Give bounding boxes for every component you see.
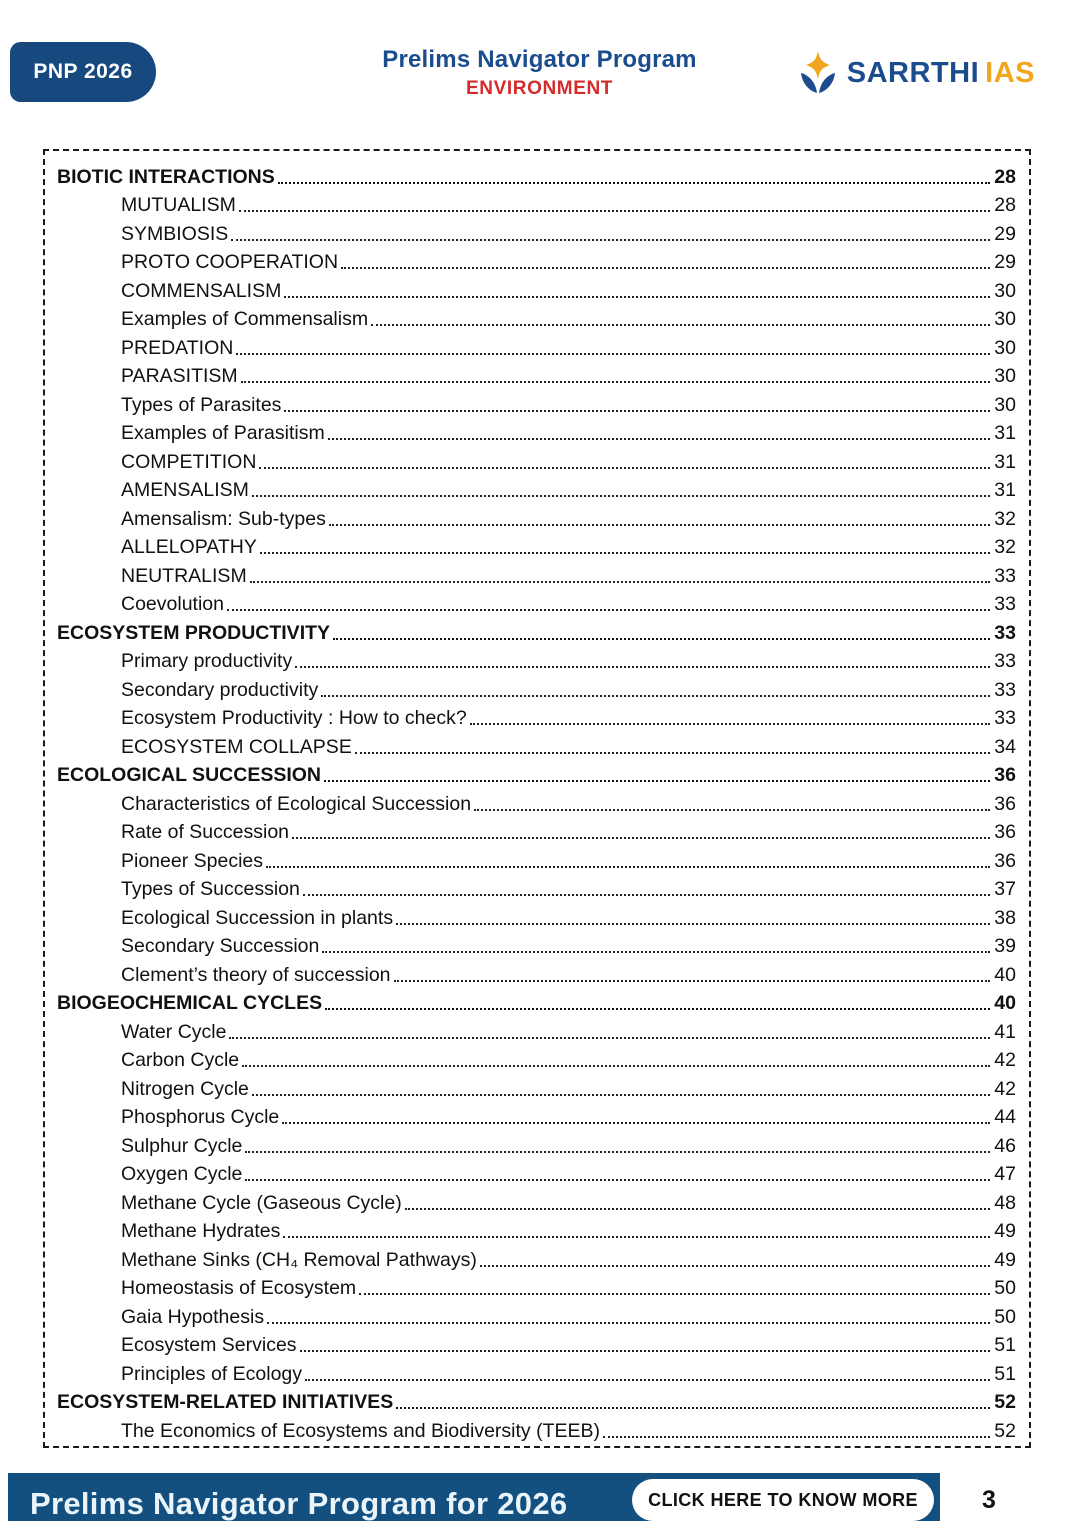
toc-entry-label: Water Cycle: [121, 1020, 227, 1043]
toc-row: [57, 303, 1016, 332]
toc-entry-page: 50: [994, 1305, 1016, 1328]
toc-row: [57, 616, 1016, 645]
toc-dot-leader: [474, 809, 990, 811]
toc-entry-label: Principles of Ecology: [121, 1362, 303, 1385]
toc-dot-leader: [328, 438, 991, 440]
toc-dot-leader: [405, 1208, 991, 1210]
toc-dot-leader: [227, 609, 990, 611]
toc-dot-leader: [295, 666, 990, 668]
toc-row: [57, 787, 1016, 816]
toc-row: [57, 1243, 1016, 1272]
toc-row: [57, 673, 1016, 702]
toc-entry-page: 40: [994, 963, 1016, 986]
toc-entry-page: 31: [994, 422, 1016, 444]
toc-entry-page: 37: [994, 878, 1016, 900]
toc-entry-page: 52: [994, 1391, 1016, 1413]
toc-entry-page: 51: [994, 1362, 1016, 1385]
toc-dot-leader: [341, 267, 990, 269]
toc-row: [57, 274, 1016, 303]
toc-entry-page: 32: [994, 507, 1016, 530]
toc-entry-label: Methane Sinks (CH₄ Removal Pathways): [121, 1248, 477, 1271]
logo-suffix-text: IAS: [985, 56, 1035, 89]
toc-row: [57, 844, 1016, 873]
toc-entry-page: 40: [994, 992, 1016, 1014]
toc-dot-leader: [305, 1379, 990, 1381]
toc-entry-label: Nitrogen Cycle: [121, 1077, 249, 1100]
toc-row: [57, 1357, 1016, 1386]
toc-row: [57, 160, 1016, 189]
toc-entry-page: 42: [994, 1077, 1016, 1100]
toc-entry-label: SYMBIOSIS: [121, 222, 229, 245]
pnp-badge-label: PNP 2026: [33, 60, 133, 83]
toc-entry-label: Ecological Succession in plants: [121, 906, 394, 929]
toc-entry-page: 39: [994, 935, 1016, 957]
toc-entry-page: 49: [994, 1220, 1016, 1242]
toc-row: [57, 474, 1016, 503]
toc-entry-page: 31: [994, 479, 1016, 501]
toc-entry-label: Coevolution: [121, 593, 224, 615]
toc-entry-label: Characteristics of Ecological Succession: [121, 792, 472, 815]
toc-dot-leader: [267, 1322, 990, 1324]
toc-entry-label: Examples of Commensalism: [121, 308, 369, 330]
toc-entry-page: 33: [994, 650, 1016, 672]
subject-subtitle: ENVIRONMENT: [466, 78, 613, 99]
toc-entry-label: Methane Cycle (Gaseous Cycle): [121, 1191, 402, 1214]
toc-dot-leader: [229, 1037, 990, 1039]
toc-entry-label: Homeostasis of Ecosystem: [121, 1277, 357, 1299]
toc-row: [57, 901, 1016, 930]
toc-row: [57, 930, 1016, 959]
toc-dot-leader: [241, 381, 991, 383]
toc-entry-page: 33: [994, 593, 1016, 615]
toc-entry-page: 49: [994, 1248, 1016, 1271]
toc-entry-page: 36: [994, 764, 1016, 786]
toc-dot-leader: [333, 638, 990, 640]
toc-dot-leader: [245, 1179, 990, 1181]
toc-dot-leader: [321, 695, 990, 697]
toc-dot-leader: [282, 1122, 990, 1124]
toc-dot-leader: [283, 1236, 990, 1238]
toc-row: [57, 1015, 1016, 1044]
toc-entry-page: 33: [994, 678, 1016, 701]
toc-entry-label: ALLELOPATHY: [121, 536, 257, 558]
toc-entry-label: Secondary productivity: [121, 678, 319, 701]
know-more-button[interactable]: [632, 1479, 934, 1521]
know-more-button-label: CLICK HERE TO KNOW MORE: [648, 1489, 918, 1510]
toc-entry-label: Oxygen Cycle: [121, 1163, 243, 1185]
toc-dot-leader: [250, 581, 991, 583]
toc-row: [57, 502, 1016, 531]
toc-row: [57, 1072, 1016, 1101]
toc-entry-page: 47: [994, 1163, 1016, 1185]
toc-entry-label: Ecosystem Services: [121, 1334, 297, 1356]
toc-entry-label: Sulphur Cycle: [121, 1134, 243, 1157]
toc-entry-page: 44: [994, 1106, 1016, 1128]
program-title: Prelims Navigator Program: [382, 46, 697, 73]
toc-row: [57, 1414, 1016, 1443]
toc-row: [57, 645, 1016, 674]
toc-entry-page: 29: [994, 251, 1016, 273]
page-number: 3: [982, 1486, 996, 1514]
toc-list: [57, 160, 1016, 1443]
toc-row: [57, 559, 1016, 588]
toc-dot-leader: [236, 353, 990, 355]
toc-entry-label: NEUTRALISM: [121, 564, 247, 587]
toc-row: [57, 246, 1016, 275]
toc-entry-page: 34: [994, 735, 1016, 758]
toc-entry-label: Phosphorus Cycle: [121, 1106, 280, 1128]
toc-dot-leader: [292, 837, 990, 839]
logo-brand-text: SARRTHI: [846, 56, 980, 89]
toc-row: [57, 1300, 1016, 1329]
toc-row: [57, 388, 1016, 417]
table-of-contents: [43, 149, 1031, 1448]
toc-entry-page: 38: [994, 906, 1016, 929]
toc-dot-leader: [359, 1293, 990, 1295]
toc-entry-page: 29: [994, 222, 1016, 245]
toc-dot-leader: [260, 552, 990, 554]
toc-entry-label: PROTO COOPERATION: [121, 251, 339, 273]
toc-dot-leader: [300, 1350, 991, 1352]
toc-entry-page: 50: [994, 1277, 1016, 1299]
toc-row: [57, 1044, 1016, 1073]
toc-entry-label: Clement’s theory of succession: [121, 963, 391, 986]
toc-entry-label: COMMENSALISM: [121, 279, 282, 302]
toc-dot-leader: [470, 723, 991, 725]
toc-dot-leader: [325, 1008, 990, 1010]
toc-entry-label: BIOGEOCHEMICAL CYCLES: [57, 992, 323, 1014]
toc-row: [57, 1158, 1016, 1187]
toc-entry-page: 36: [994, 792, 1016, 815]
toc-entry-label: Carbon Cycle: [121, 1049, 240, 1071]
toc-dot-leader: [394, 980, 991, 982]
toc-row: [57, 588, 1016, 617]
toc-row: [57, 445, 1016, 474]
toc-entry-label: Gaia Hypothesis: [121, 1305, 265, 1328]
logo-wordmark: [847, 57, 1035, 90]
toc-row: [57, 730, 1016, 759]
toc-entry-label: BIOTIC INTERACTIONS: [57, 165, 275, 188]
toc-entry-page: 52: [994, 1419, 1016, 1442]
toc-entry-page: 41: [994, 1020, 1016, 1043]
toc-entry-label: Types of Succession: [121, 878, 300, 900]
toc-row: [57, 1329, 1016, 1358]
toc-dot-leader: [324, 780, 990, 782]
toc-row: [57, 1215, 1016, 1244]
toc-entry-page: 30: [994, 365, 1016, 387]
toc-dot-leader: [396, 1407, 990, 1409]
toc-row: [57, 531, 1016, 560]
toc-row: [57, 360, 1016, 389]
toc-entry-label: PARASITISM: [121, 365, 238, 387]
toc-entry-label: Rate of Succession: [121, 821, 290, 843]
toc-dot-leader: [329, 524, 990, 526]
toc-row: [57, 217, 1016, 246]
toc-dot-leader: [603, 1436, 990, 1438]
toc-dot-leader: [245, 1151, 990, 1153]
toc-dot-leader: [239, 210, 990, 212]
toc-dot-leader: [355, 752, 990, 754]
toc-row: [57, 873, 1016, 902]
toc-entry-page: 30: [994, 308, 1016, 330]
page-header: [0, 0, 1079, 120]
toc-entry-page: 28: [994, 165, 1016, 188]
toc-row: [57, 1272, 1016, 1301]
toc-dot-leader: [242, 1065, 990, 1067]
toc-entry-label: Methane Hydrates: [121, 1220, 281, 1242]
toc-entry-label: Primary productivity: [121, 650, 293, 672]
toc-entry-label: AMENSALISM: [121, 479, 249, 501]
toc-row: [57, 816, 1016, 845]
toc-row: [57, 417, 1016, 446]
toc-entry-page: 36: [994, 821, 1016, 843]
toc-dot-leader: [303, 894, 990, 896]
toc-entry-page: 33: [994, 707, 1016, 729]
toc-row: [57, 987, 1016, 1016]
toc-dot-leader: [284, 296, 990, 298]
toc-entry-label: COMPETITION: [121, 450, 257, 473]
toc-row: [57, 958, 1016, 987]
toc-dot-leader: [322, 951, 990, 953]
toc-entry-label: Ecosystem Productivity : How to check?: [121, 707, 467, 729]
toc-row: [57, 331, 1016, 360]
toc-entry-page: 36: [994, 849, 1016, 872]
toc-dot-leader: [231, 239, 990, 241]
toc-dot-leader: [371, 324, 990, 326]
toc-entry-label: ECOSYSTEM COLLAPSE: [121, 735, 352, 758]
toc-entry-page: 42: [994, 1049, 1016, 1071]
toc-row: [57, 759, 1016, 788]
toc-entry-label: Pioneer Species: [121, 849, 264, 872]
star-flower-icon: [797, 50, 839, 96]
footer-banner-text: Prelims Navigator Program for 2026: [30, 1486, 568, 1521]
toc-entry-label: ECOLOGICAL SUCCESSION: [57, 764, 322, 786]
toc-entry-label: Types of Parasites: [121, 393, 282, 416]
toc-entry-page: 30: [994, 279, 1016, 302]
toc-row: [57, 1101, 1016, 1130]
toc-entry-label: Amensalism: Sub-types: [121, 507, 326, 530]
toc-row: [57, 1386, 1016, 1415]
toc-entry-label: ECOSYSTEM-RELATED INITIATIVES: [57, 1391, 394, 1413]
toc-dot-leader: [278, 182, 991, 184]
toc-row: [57, 189, 1016, 218]
toc-entry-page: 28: [994, 194, 1016, 216]
toc-entry-page: 30: [994, 393, 1016, 416]
toc-entry-page: 30: [994, 336, 1016, 359]
sarrthi-logo: [797, 50, 1035, 96]
toc-entry-label: The Economics of Ecosystems and Biodiversity (TEEB): [121, 1419, 600, 1442]
toc-entry-page: 33: [994, 564, 1016, 587]
toc-entry-page: 31: [994, 450, 1016, 473]
toc-dot-leader: [266, 866, 990, 868]
toc-entry-label: Secondary Succession: [121, 935, 320, 957]
toc-dot-leader: [284, 410, 990, 412]
toc-dot-leader: [396, 923, 990, 925]
toc-entry-page: 32: [994, 536, 1016, 558]
footer-banner: [8, 1473, 940, 1521]
toc-entry-label: PREDATION: [121, 336, 234, 359]
toc-row: [57, 1129, 1016, 1158]
toc-entry-page: 33: [994, 621, 1016, 644]
toc-entry-page: 46: [994, 1134, 1016, 1157]
toc-dot-leader: [252, 495, 990, 497]
toc-entry-label: Examples of Parasitism: [121, 422, 325, 444]
toc-dot-leader: [480, 1265, 990, 1267]
toc-row: [57, 1186, 1016, 1215]
toc-row: [57, 702, 1016, 731]
toc-entry-label: ECOSYSTEM PRODUCTIVITY: [57, 621, 331, 644]
toc-entry-page: 51: [994, 1334, 1016, 1356]
toc-dot-leader: [252, 1094, 990, 1096]
toc-entry-page: 48: [994, 1191, 1016, 1214]
toc-dot-leader: [259, 467, 990, 469]
toc-entry-label: MUTUALISM: [121, 194, 236, 216]
